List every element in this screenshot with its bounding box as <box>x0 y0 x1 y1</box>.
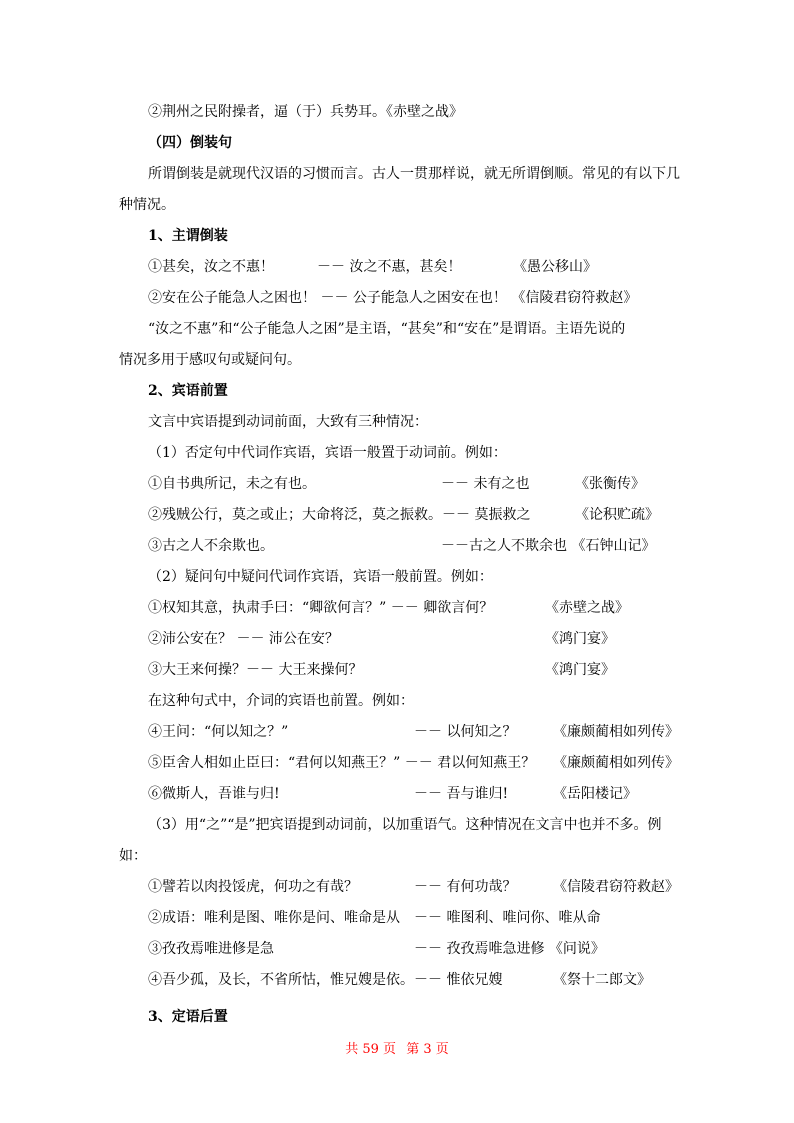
text-line: （2）疑问句中疑问代词作宾语，宾语一般前置。例如： <box>148 569 493 585</box>
example-source: 《祭十二郎文》 <box>553 972 651 988</box>
example-rewrite: －－ 以何知之？ <box>414 724 517 740</box>
example-sentence: ④王问：“何以知之？” <box>148 724 289 740</box>
example-sentence: ⑤臣舍人相如止臣曰：“君何以知燕王？” －－ 君以何知燕王？ <box>148 755 536 771</box>
text-line: 种情况。 <box>119 197 175 213</box>
example-sentence: ⑥微斯人，吾谁与归! <box>148 786 280 802</box>
text-line: 情况多用于感叹句或疑问句。 <box>119 352 301 368</box>
example-sentence: ②残贼公行，莫之或止；大命将泛，莫之振救。－－ 莫振救之 <box>148 507 531 523</box>
example-source: 《鸿门宴》 <box>545 662 615 678</box>
example-sentence: ②沛公安在？ －－ 沛公在安？ <box>148 631 339 647</box>
example-source: 《论积贮疏》 <box>575 507 659 523</box>
page-current: 第 3 页 <box>406 1042 449 1057</box>
text-line: ②荆州之民附操者，逼（于）兵势耳。《赤壁之战》 <box>148 104 463 120</box>
text-line: 在这种句式中，介词的宾语也前置。例如： <box>148 693 414 709</box>
example-rewrite: －－古之人不欺余也 《石钟山记》 <box>441 538 656 554</box>
example-source: 《岳阳楼记》 <box>553 786 637 802</box>
example-rewrite: －－ 汝之不惠，甚矣！ <box>317 259 462 275</box>
example-source: 《鸿门宴》 <box>545 631 615 647</box>
example-source: 《赤壁之战》 <box>545 600 629 616</box>
example-rewrite: －－ 未有之也 <box>441 476 530 492</box>
example-rewrite: －－ 吾与谁归! <box>414 786 509 802</box>
example-sentence: ④吾少孤，及长，不省所怙，惟兄嫂是依。－－ 惟依兄嫂 <box>148 972 503 988</box>
example-sentence: ②成语：唯利是图、唯你是问、唯命是从 <box>148 910 400 926</box>
example-rewrite: －－ 孜孜焉唯急进修 《问说》 <box>414 941 605 957</box>
text-line: “汝之不惠”和“公子能急人之困”是主语，“甚矣”和“安在”是谓语。主语先说的 <box>148 321 626 337</box>
example-sentence: ③孜孜焉唯进修是急 <box>148 941 274 957</box>
example-source: 《张衡传》 <box>575 476 645 492</box>
text-line: 如： <box>119 848 147 864</box>
example-source: 《愚公移山》 <box>513 259 597 275</box>
page-total: 共 59 页 <box>345 1042 397 1057</box>
example-source: 《廉颇蔺相如列传》 <box>553 755 679 771</box>
page-footer <box>0 1041 794 1059</box>
example-sentence: ③大王来何操？－－ 大王来操何？ <box>148 662 363 678</box>
text-line: 所谓倒装是就现代汉语的习惯而言。古人一贯那样说，就无所谓倒顺。常见的有以下几 <box>148 166 680 182</box>
subsection-heading: 2、宾语前置 <box>148 383 228 399</box>
example-sentence: ①譬若以肉投馁虎，何功之有哉？ <box>148 879 358 895</box>
section-heading: （四）倒装句 <box>148 135 232 151</box>
example-sentence: ③古之人不余欺也。 <box>148 538 274 554</box>
text-line: （1）否定句中代词作宾语，宾语一般置于动词前。例如： <box>148 445 507 461</box>
text-line: （3）用“之”“是”把宾语提到动词前，以加重语气。这种情况在文言中也并不多。例 <box>148 817 662 833</box>
example-sentence: ①甚矣，汝之不惠！ <box>148 259 274 275</box>
example-rewrite: －－ 唯图利、唯问你、唯从命 <box>414 910 601 926</box>
text-line: 文言中宾语提到动词前面，大致有三种情况： <box>148 414 428 430</box>
text-line: ②安在公子能急人之困也！ －－ 公子能急人之困安在也！ 《信陵君窃符救赵》 <box>148 290 638 306</box>
example-sentence: ①自书典所记，未之有也。 <box>148 476 316 492</box>
subsection-heading: 1、主谓倒装 <box>148 228 228 244</box>
example-source: 《信陵君窃符救赵》 <box>553 879 679 895</box>
example-sentence: ①权知其意，执肃手曰：“卿欲何言？” －－ 卿欲言何？ <box>148 600 494 616</box>
example-source: 《廉颇蔺相如列传》 <box>553 724 679 740</box>
example-rewrite: －－ 有何功哉？ <box>414 879 517 895</box>
subsection-heading: 3、定语后置 <box>148 1009 228 1025</box>
